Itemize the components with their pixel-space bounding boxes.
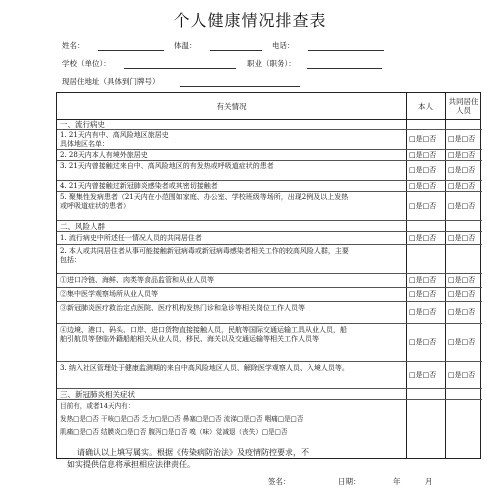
temperature-label: 体温： — [174, 41, 197, 50]
table-row — [57, 181, 482, 192]
section-title-risk: 二、风险人群 — [60, 222, 105, 231]
table-row — [57, 161, 482, 181]
self-choice[interactable]: □是□否 — [409, 151, 437, 159]
risk-item-2a: ①进口冷链、海鲜、肉类等食品监管和从业人员等 — [60, 276, 214, 284]
self-choice[interactable]: □是□否 — [409, 276, 437, 284]
risk-item-2b: ②集中医学观察场所从业人员等 — [60, 290, 158, 298]
history-item-1: 1. 21天内有中、高风险地区旅居史 具体地区名单： — [60, 131, 169, 148]
risk-item-2d: ④边境、港口、码头、口岸、进口货物直接接触人员，民航等国际交通运输工具从业人员，船舶引航员等登临外籍船舶相关从业人员，移民、海关以及交通运输等相关工作人员等 — [60, 326, 347, 343]
address-field[interactable] — [180, 85, 300, 87]
section-row — [57, 389, 482, 400]
month-label: 月 — [425, 477, 433, 486]
address-label: 现居住地址（具体到门牌号） — [62, 77, 160, 86]
table-header — [57, 93, 480, 120]
cohabitant-choice[interactable]: □是□否 — [448, 202, 476, 210]
cohabitant-choice[interactable]: □是□否 — [448, 290, 476, 298]
history-item-2: 2. 28天内本人有境外旅居史 — [60, 151, 148, 159]
self-choice[interactable]: □是□否 — [409, 202, 437, 210]
header-situation: 有关情况 — [216, 101, 247, 111]
self-choice[interactable]: □是□否 — [409, 290, 437, 298]
risk-item-2c: ③新冠肺炎医疗救治定点医院、医疗机构发热门诊和急诊等相关岗位工作人员等 — [60, 304, 305, 312]
history-item-5: 5. 聚集性发病患者（21天内在小范围如家庭、办公室、学校班级等场所，出现2例及以上发热或呼吸道症状的患者） — [60, 193, 349, 210]
section-title-history: 一、流行病史 — [60, 120, 105, 129]
history-item-3: 3. 21天内曾接触过来自中、高风险地区的有发热或呼吸道症状的患者 — [60, 162, 274, 170]
self-choice[interactable]: □是□否 — [409, 135, 437, 143]
section-title-symptoms: 三、新冠肺炎相关症状 — [60, 390, 135, 399]
table-row — [57, 324, 482, 362]
section-row — [57, 221, 482, 232]
cohabitant-choice[interactable]: □是□否 — [448, 308, 476, 316]
declaration-line-1: 请确认以上填写属实。根据《传染病防治法》及疫情防控要求，不 — [77, 448, 309, 457]
school-label: 学校（单位）： — [62, 59, 111, 68]
table-row — [57, 274, 482, 288]
school-field[interactable] — [124, 67, 236, 69]
cohabitant-choice[interactable]: □是□否 — [448, 234, 476, 242]
temperature-field[interactable] — [210, 49, 262, 51]
date-label: 日期： — [338, 477, 361, 486]
risk-item-3: 3. 纳入社区管理处于健康监测期的来自中高风险地区人员、解除医学观察人员、入境人员等。 — [60, 364, 349, 372]
history-item-4: 4. 21天内曾接触过新冠肺炎感染者或其密切接触者 — [60, 182, 218, 190]
symptom-row-1[interactable]: 发热□是□否 干咳□是□否 乏力□是□否 鼻塞□是□否 流涕□是□否 咽痛□是□否 — [60, 415, 304, 423]
screening-table — [56, 92, 481, 459]
self-choice[interactable]: □是□否 — [409, 338, 437, 346]
header-self: 本人 — [418, 101, 433, 111]
section-row — [57, 119, 482, 130]
declaration-line-2: 如实提供信息将承担相应法律责任。 — [67, 460, 195, 469]
table-row — [57, 192, 482, 221]
table-row — [57, 362, 482, 389]
cohabitant-choice[interactable]: □是□否 — [448, 338, 476, 346]
form-title: 个人健康情况排查表 — [173, 11, 327, 30]
occupation-label: 职业（职务）： — [247, 59, 296, 68]
symptoms-intro: 目前有，或者14天内有： — [60, 402, 135, 410]
cohabitant-choice[interactable]: □是□否 — [448, 276, 476, 284]
table-row — [57, 302, 482, 324]
name-field[interactable] — [98, 49, 164, 51]
table-row — [57, 288, 482, 302]
table-row — [57, 130, 482, 150]
self-choice[interactable]: □是□否 — [409, 182, 437, 190]
table-row — [57, 232, 482, 245]
self-choice[interactable]: □是□否 — [409, 234, 437, 242]
cohabitant-choice[interactable]: □是□否 — [448, 371, 476, 379]
signature-label: 签名： — [268, 477, 291, 486]
info-row-3 — [62, 76, 482, 88]
info-row-2 — [62, 58, 482, 70]
name-label: 姓名： — [62, 41, 85, 50]
symptom-row-2[interactable]: 肌痛□是□否 结膜炎□是□否 腹泻□是□否 嗅（味）觉减退（丧失）□是□否 — [60, 428, 288, 436]
cohabitant-choice[interactable]: □是□否 — [448, 182, 476, 190]
cohabitant-choice[interactable]: □是□否 — [448, 151, 476, 159]
phone-field[interactable] — [308, 49, 384, 51]
self-choice[interactable]: □是□否 — [409, 371, 437, 379]
self-choice[interactable]: □是□否 — [409, 166, 437, 174]
occupation-field[interactable] — [307, 67, 382, 69]
risk-item-2: 2. 本人或共同居住者从事可能接触新冠病毒或新冠病毒感染者相关工作的较高风险人群，主要包括： — [60, 247, 349, 264]
self-choice[interactable]: □是□否 — [409, 308, 437, 316]
table-row — [57, 245, 482, 274]
year-label: 年 — [393, 477, 401, 486]
info-row-1 — [62, 40, 482, 52]
cohabitant-choice[interactable]: □是□否 — [448, 135, 476, 143]
cohabitant-choice[interactable]: □是□否 — [448, 166, 476, 174]
table-row — [57, 150, 482, 161]
phone-label: 电话： — [272, 41, 295, 50]
header-cohabitant: 共同居住人员 — [448, 97, 479, 115]
risk-item-1: 1. 流行病史中所述任一情况人员的共同居住者 — [60, 234, 202, 242]
